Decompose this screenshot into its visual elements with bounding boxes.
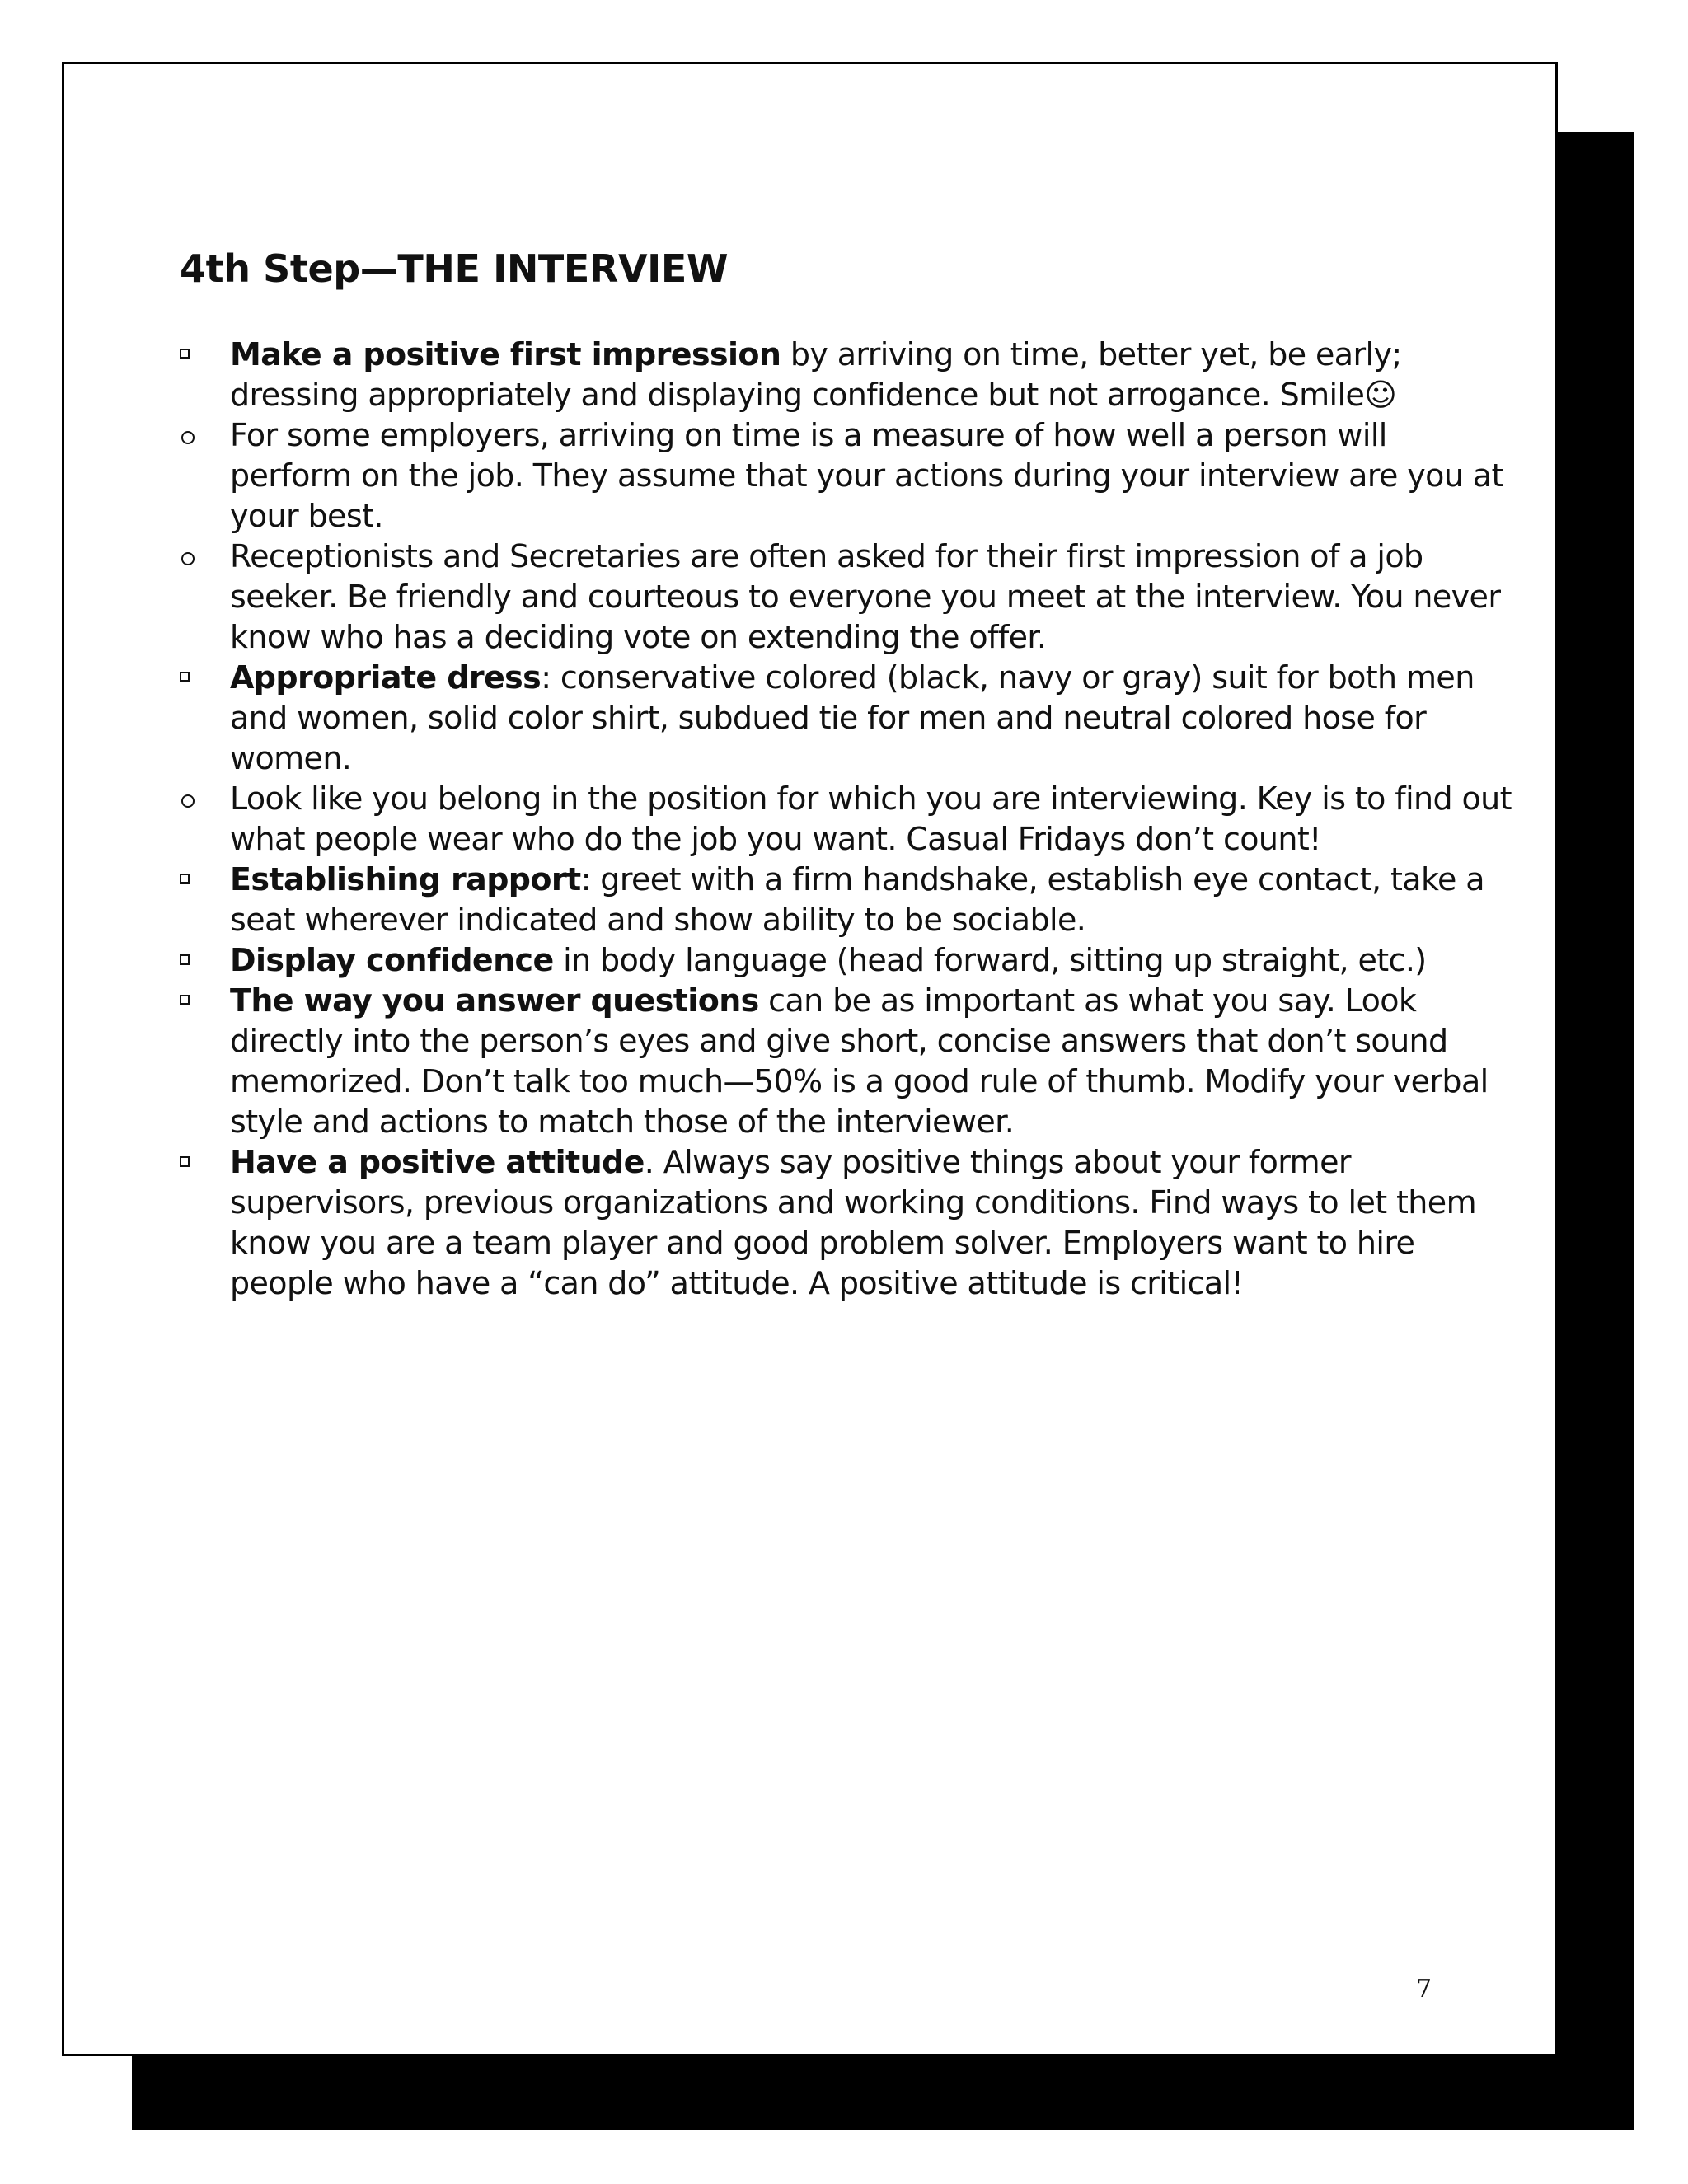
section-title: 4th Step—THE INTERVIEW [180, 246, 729, 291]
sub-bullet-text: For some employers, arriving on time is a measure of how well a person will perform on the job. They assume that your actions during your interview are you at your best. [230, 417, 1503, 534]
sub-bullet-text: Receptionists and Secretaries are often asked for their first impression of a job seeker. Be friendly and courteous to everyone you meet at the interview. You never know who has a deciding vote on extending the offer. [230, 538, 1501, 655]
bullet-lead: Have a positive attitude [230, 1144, 645, 1180]
square-bullet-icon [180, 995, 190, 1005]
sub-bullet-item [180, 415, 1515, 537]
bullet-text: can be as important as what you say. Look directly into the person’s eyes and give short, concise answers that don’t sound memorized. Don’t talk too much—50% is a good rule of thumb. Modify your verbal style and actions to match those of the interviewer. [230, 982, 1489, 1140]
bullet-lead: Establishing rapport [230, 861, 581, 898]
bullet-lead: The way you answer questions [230, 982, 759, 1019]
square-bullet-icon [180, 874, 190, 884]
sub-bullet-text: Look like you belong in the position for which you are interviewing. Key is to find out what people wear who do the job you want. Casual Fridays don’t count! [230, 780, 1512, 857]
circle-bullet-icon [181, 431, 195, 444]
square-bullet-icon [180, 954, 190, 965]
bullet-lead: Appropriate dress [230, 659, 542, 696]
circle-bullet-icon [181, 794, 195, 808]
square-bullet-icon [180, 672, 190, 682]
bullet-item [180, 860, 1515, 940]
circle-bullet-icon [181, 552, 195, 565]
bullet-item [180, 1142, 1515, 1304]
bullet-lead: Display confidence [230, 942, 554, 978]
bullet-text: : conservative colored (black, navy or gray) suit for both men and women, solid color shirt, subdued tie for men and neutral colored hose for women. [230, 659, 1475, 776]
page [62, 62, 1558, 2056]
bullet-item [180, 940, 1515, 981]
square-bullet-icon [180, 1156, 190, 1167]
bullet-item [180, 658, 1515, 779]
bullet-item [180, 981, 1515, 1142]
bullet-text: in body language (head forward, sitting up straight, etc.) [553, 942, 1427, 978]
sub-bullet-item [180, 537, 1515, 658]
bullet-text: by arriving on time, better yet, be early; dressing appropriately and displaying confidence but not arrogance. Smile☺ [230, 336, 1402, 413]
bullet-item [180, 335, 1515, 415]
bullet-lead: Make a positive first impression [230, 336, 781, 373]
bullet-text: . Always say positive things about your former supervisors, previous organizations and working conditions. Find ways to let them know you are a team player and good problem solver. Employers want to hire people who have a “can do” attitude. A positive attitude is critical! [230, 1144, 1476, 1301]
bullet-text: : greet with a firm handshake, establish eye contact, take a seat wherever indicated and show ability to be sociable. [230, 861, 1484, 938]
square-bullet-icon [180, 349, 190, 359]
sub-bullet-item [180, 779, 1515, 860]
page-content [180, 246, 1515, 1304]
page-number: 7 [1416, 1975, 1432, 2004]
